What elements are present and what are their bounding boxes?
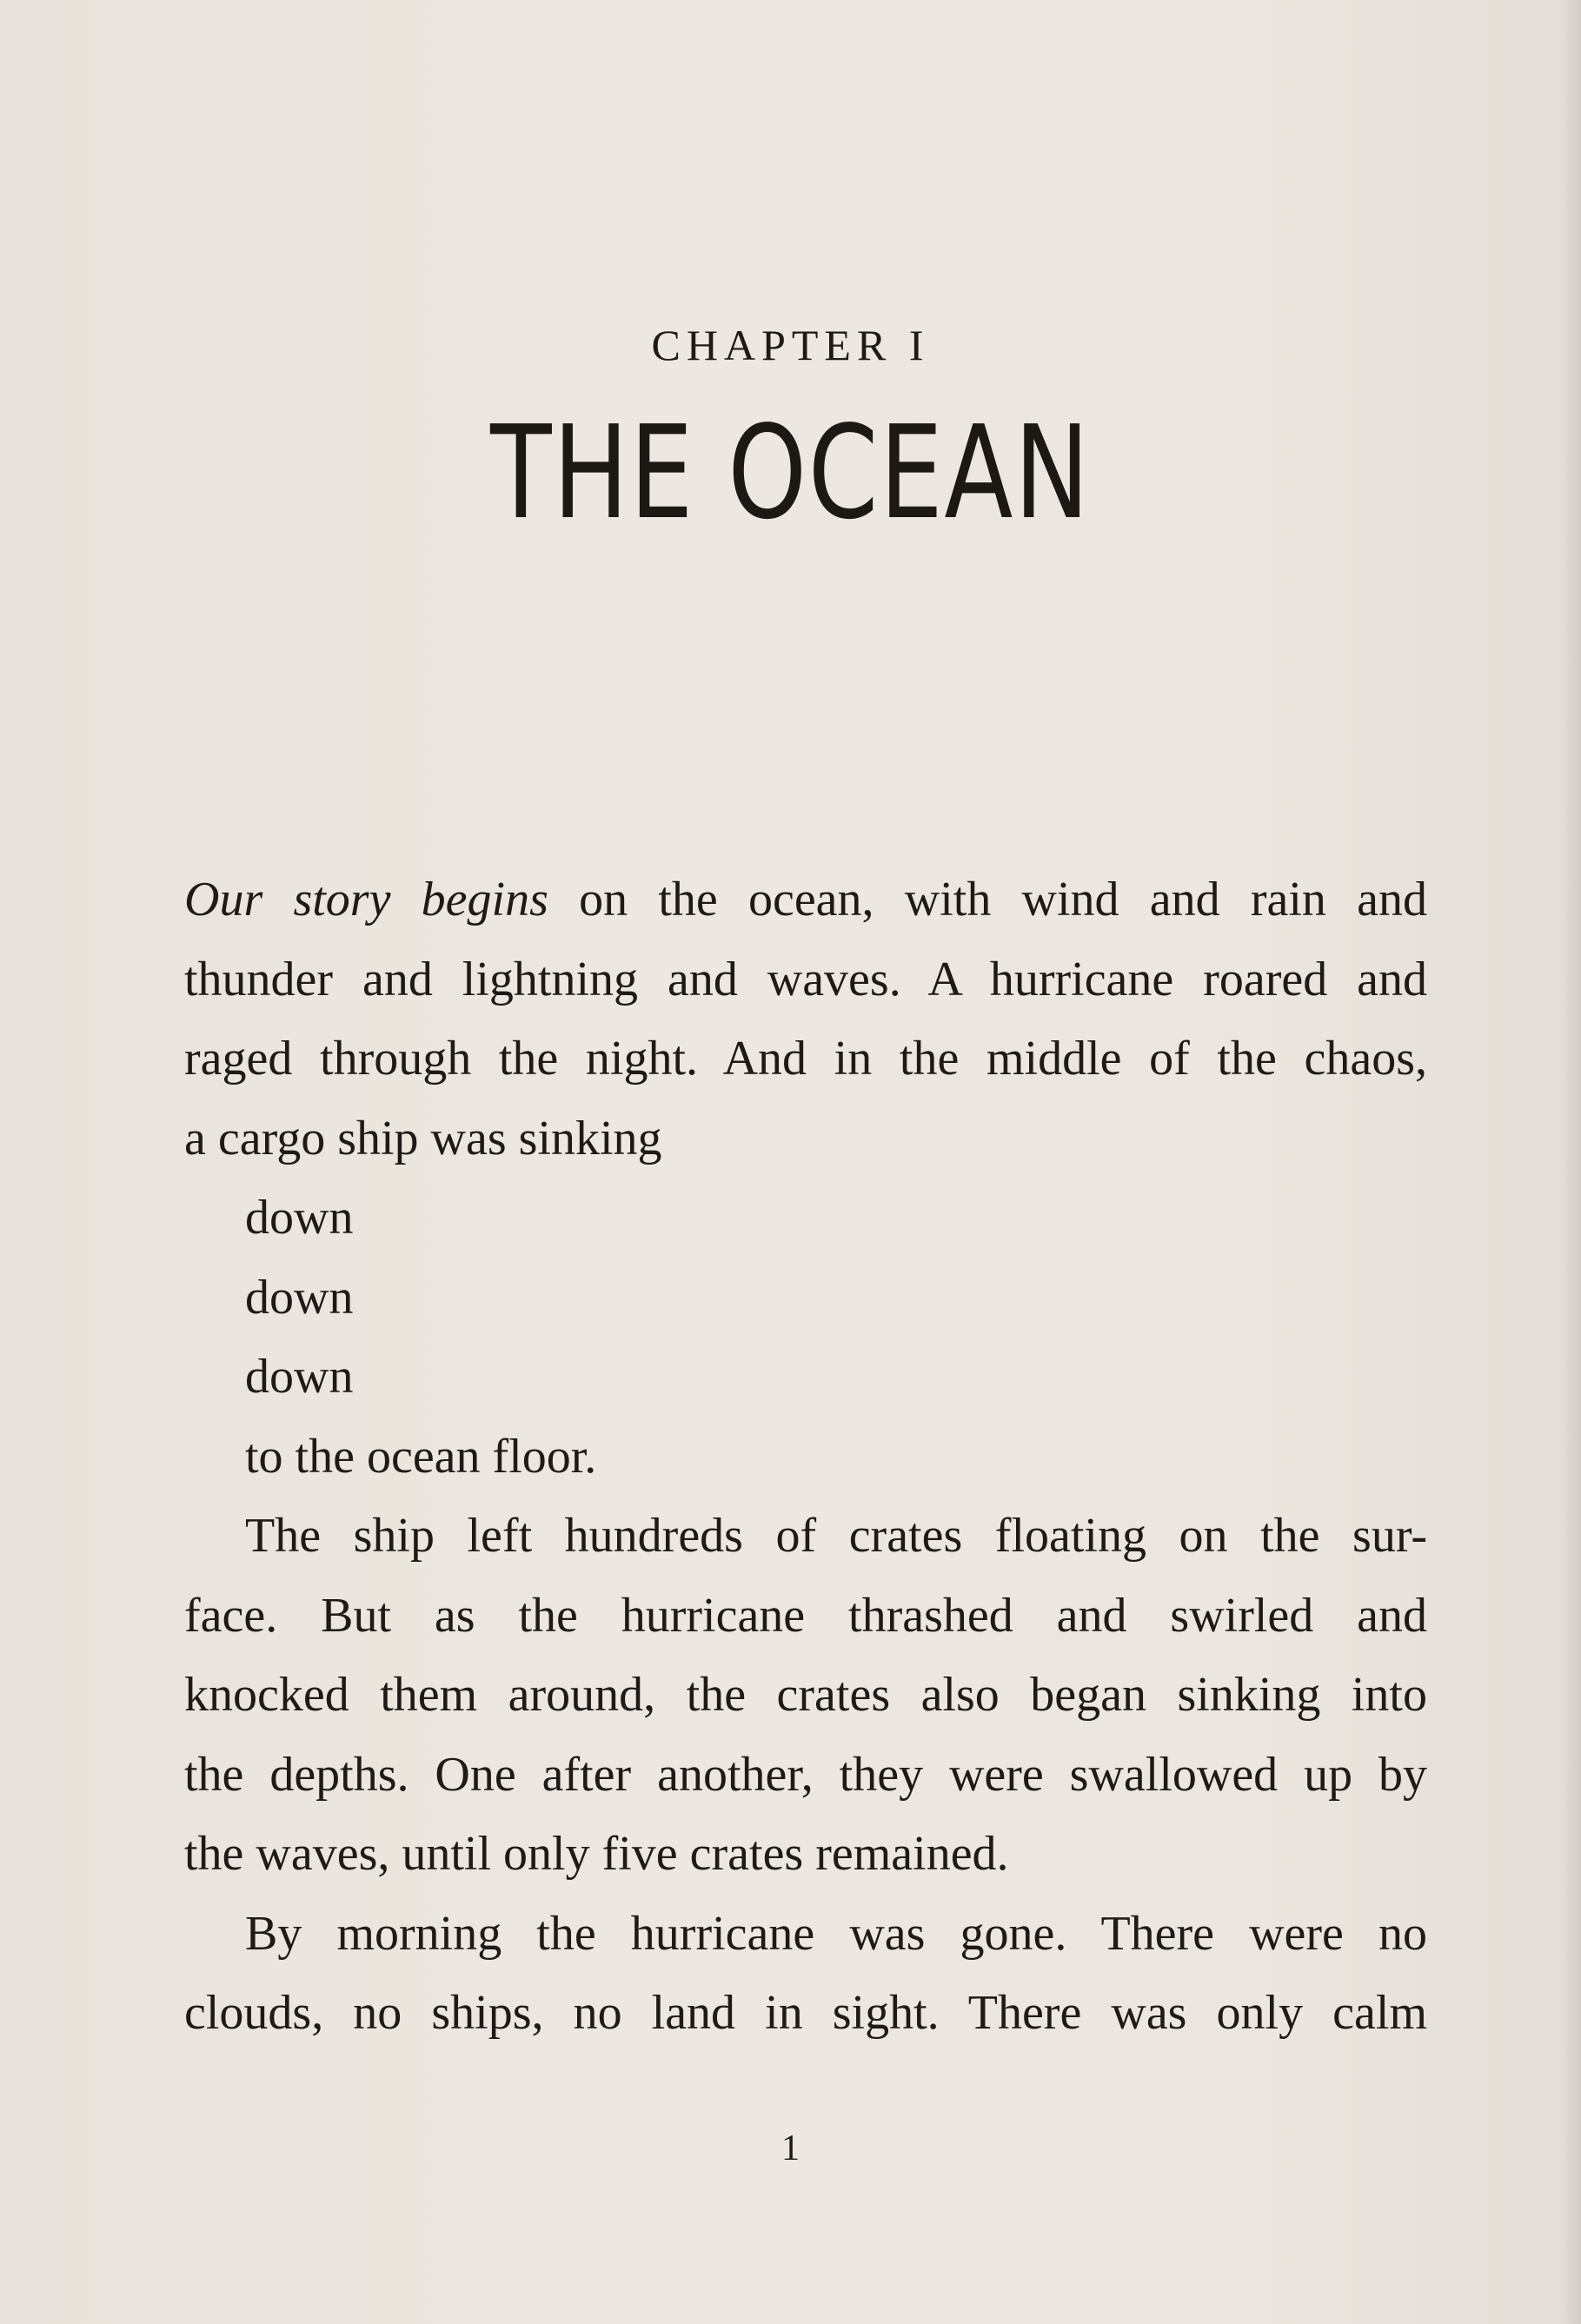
text-line [184, 860, 1427, 940]
text-line: thunder and lightning and waves. A hurricane roared and [184, 952, 1427, 1006]
text-line: raged through the night. And in the middle of the chaos, [184, 1032, 1427, 1086]
text-line: the depths. One after another, they were swallowed up by [184, 1747, 1427, 1802]
opening-rest: on the ocean, with wind and rain and [548, 873, 1427, 926]
text-line: to the ocean floor. [245, 1429, 597, 1484]
text-line: knocked them around, the crates also began sinking into [184, 1668, 1427, 1722]
body-text [184, 860, 1427, 2054]
text-line: the waves, until only five crates remained. [184, 1827, 1009, 1881]
text-line: a cargo ship was sinking [184, 1111, 662, 1165]
opening-italic: Our story begins [184, 873, 548, 926]
chapter-label: CHAPTER I [651, 321, 930, 369]
text-line: down [245, 1191, 354, 1245]
text-line: face. But as the hurricane thrashed and swirled and [184, 1588, 1427, 1643]
text-line: down [245, 1350, 354, 1404]
text-line: down [245, 1270, 354, 1325]
text-line: clouds, no ships, no land in sight. There was only calm [184, 1986, 1427, 2040]
text-line: The ship left hundreds of crates floating on the sur- [245, 1509, 1427, 1563]
text-line: By morning the hurricane was gone. There were no [245, 1906, 1427, 1961]
chapter-title: THE OCEAN [490, 398, 1091, 548]
page-number: 1 [781, 2128, 800, 2168]
